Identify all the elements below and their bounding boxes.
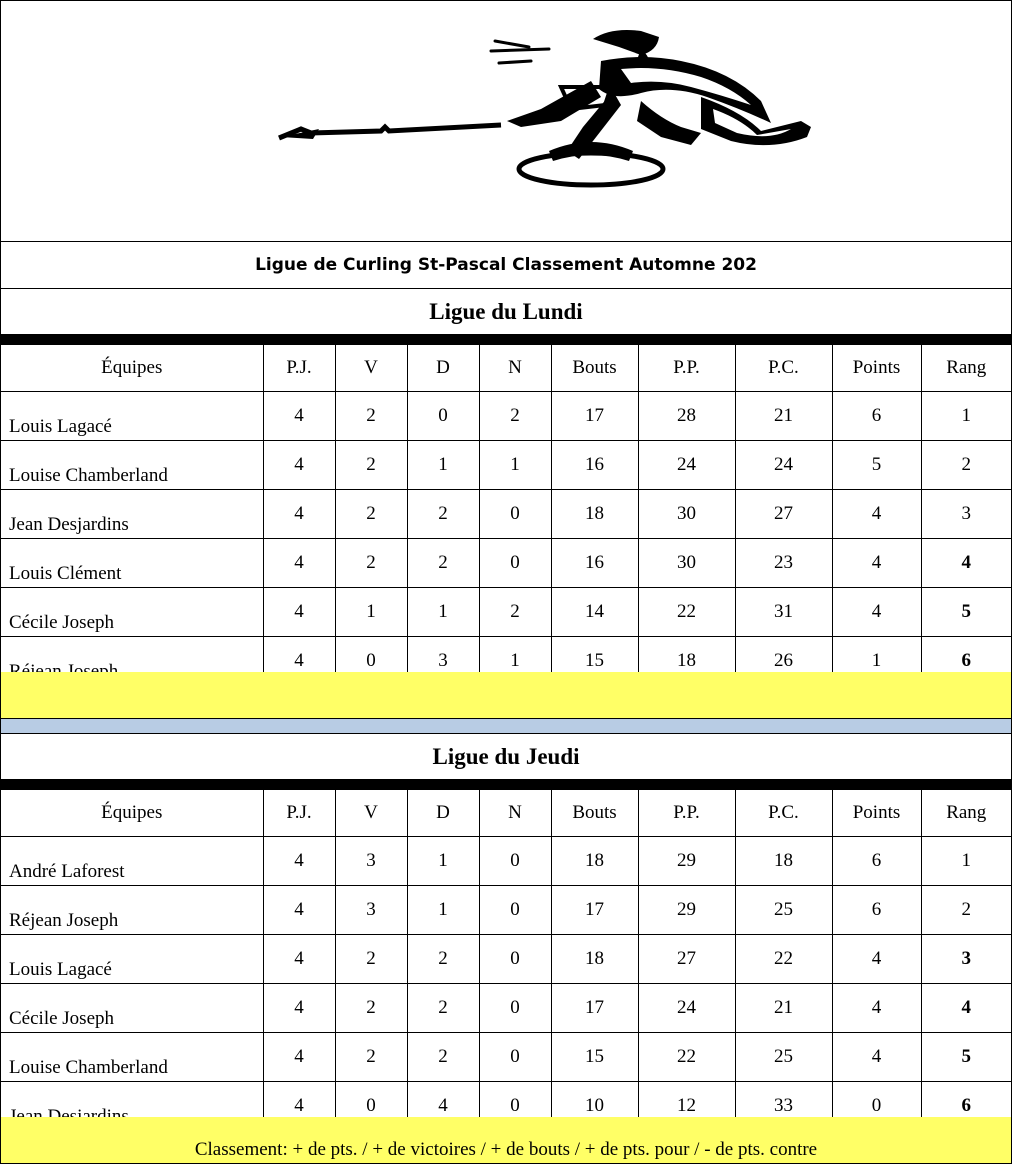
bouts-cell: 14 bbox=[551, 588, 638, 637]
d-cell: 2 bbox=[407, 539, 479, 588]
n-cell: 1 bbox=[479, 441, 551, 490]
v-cell: 2 bbox=[335, 539, 407, 588]
v-cell: 2 bbox=[335, 441, 407, 490]
v-cell: 2 bbox=[335, 490, 407, 539]
pc-cell: 26 bbox=[735, 637, 832, 686]
col-header-pj: P.J. bbox=[263, 345, 335, 392]
pc-cell: 27 bbox=[735, 490, 832, 539]
team-name-cell: Réjean Joseph bbox=[1, 886, 263, 935]
col-header-pc: P.C. bbox=[735, 345, 832, 392]
col-header-equipes: Équipes bbox=[1, 790, 263, 837]
pp-cell: 12 bbox=[638, 1082, 735, 1131]
v-cell: 2 bbox=[335, 1033, 407, 1082]
pp-cell: 29 bbox=[638, 837, 735, 886]
team-name-cell: Louis Lagacé bbox=[1, 935, 263, 984]
rang-cell: 1 bbox=[921, 837, 1011, 886]
pc-cell: 21 bbox=[735, 984, 832, 1033]
v-cell: 0 bbox=[335, 1082, 407, 1131]
bouts-cell: 17 bbox=[551, 886, 638, 935]
col-header-pp: P.P. bbox=[638, 345, 735, 392]
col-header-points: Points bbox=[832, 790, 921, 837]
n-cell: 2 bbox=[479, 588, 551, 637]
table-row bbox=[1, 588, 1011, 637]
v-cell: 2 bbox=[335, 392, 407, 441]
points-cell: 6 bbox=[832, 837, 921, 886]
bouts-cell: 16 bbox=[551, 539, 638, 588]
v-cell: 2 bbox=[335, 935, 407, 984]
page-title: Ligue de Curling St-Pascal Classement Automne 202 bbox=[1, 242, 1011, 289]
team-name-cell: Louis Lagacé bbox=[1, 392, 263, 441]
col-header-n: N bbox=[479, 345, 551, 392]
team-name-cell: Louis Clément bbox=[1, 539, 263, 588]
pj-cell: 4 bbox=[263, 1033, 335, 1082]
lundi-standings-table bbox=[1, 344, 1011, 686]
d-cell: 1 bbox=[407, 441, 479, 490]
pp-cell: 29 bbox=[638, 886, 735, 935]
col-header-n: N bbox=[479, 790, 551, 837]
league-separator-band bbox=[1, 719, 1011, 733]
table-row bbox=[1, 392, 1011, 441]
pj-cell: 4 bbox=[263, 984, 335, 1033]
bouts-cell: 17 bbox=[551, 392, 638, 441]
rang-cell: 5 bbox=[921, 1033, 1011, 1082]
pj-cell: 4 bbox=[263, 392, 335, 441]
pc-cell: 24 bbox=[735, 441, 832, 490]
d-cell: 4 bbox=[407, 1082, 479, 1131]
rang-cell: 4 bbox=[921, 984, 1011, 1033]
col-header-pc: P.C. bbox=[735, 790, 832, 837]
col-header-points: Points bbox=[832, 345, 921, 392]
pj-cell: 4 bbox=[263, 490, 335, 539]
rang-cell: 3 bbox=[921, 490, 1011, 539]
pp-cell: 27 bbox=[638, 935, 735, 984]
v-cell: 2 bbox=[335, 984, 407, 1033]
col-header-rang: Rang bbox=[921, 345, 1011, 392]
pj-cell: 4 bbox=[263, 588, 335, 637]
team-name-cell: Louise Chamberland bbox=[1, 1033, 263, 1082]
n-cell: 1 bbox=[479, 637, 551, 686]
table-row bbox=[1, 441, 1011, 490]
n-cell: 0 bbox=[479, 837, 551, 886]
v-cell: 3 bbox=[335, 886, 407, 935]
team-name-cell: Cécile Joseph bbox=[1, 588, 263, 637]
pc-cell: 22 bbox=[735, 935, 832, 984]
logo-area bbox=[1, 1, 1011, 242]
table-row bbox=[1, 935, 1011, 984]
d-cell: 1 bbox=[407, 886, 479, 935]
points-cell: 4 bbox=[832, 490, 921, 539]
pc-cell: 25 bbox=[735, 1033, 832, 1082]
table-row bbox=[1, 1033, 1011, 1082]
rang-cell: 1 bbox=[921, 392, 1011, 441]
pc-cell: 33 bbox=[735, 1082, 832, 1131]
lundi-highlight-row bbox=[1, 672, 1011, 718]
n-cell: 0 bbox=[479, 1082, 551, 1131]
team-name-cell: Cécile Joseph bbox=[1, 984, 263, 1033]
curler-sweeping-logo bbox=[1, 1, 1011, 241]
n-cell: 0 bbox=[479, 1033, 551, 1082]
v-cell: 0 bbox=[335, 637, 407, 686]
col-header-v: V bbox=[335, 345, 407, 392]
pj-cell: 4 bbox=[263, 1082, 335, 1131]
pp-cell: 30 bbox=[638, 539, 735, 588]
pj-cell: 4 bbox=[263, 441, 335, 490]
lundi-league-title: Ligue du Lundi bbox=[429, 299, 583, 324]
rang-cell: 6 bbox=[921, 637, 1011, 686]
jeudi-standings-table bbox=[1, 789, 1011, 1131]
points-cell: 5 bbox=[832, 441, 921, 490]
col-header-d: D bbox=[407, 790, 479, 837]
jeudi-header-row bbox=[1, 790, 1011, 837]
team-name-cell: André Laforest bbox=[1, 837, 263, 886]
pp-cell: 22 bbox=[638, 588, 735, 637]
col-header-d: D bbox=[407, 345, 479, 392]
pj-cell: 4 bbox=[263, 539, 335, 588]
n-cell: 0 bbox=[479, 490, 551, 539]
points-cell: 0 bbox=[832, 1082, 921, 1131]
rang-cell: 2 bbox=[921, 886, 1011, 935]
bouts-cell: 18 bbox=[551, 837, 638, 886]
jeudi-divider bbox=[1, 779, 1011, 789]
d-cell: 1 bbox=[407, 837, 479, 886]
pj-cell: 4 bbox=[263, 637, 335, 686]
lundi-divider bbox=[1, 334, 1011, 344]
col-header-equipes: Équipes bbox=[1, 345, 263, 392]
points-cell: 1 bbox=[832, 637, 921, 686]
pj-cell: 4 bbox=[263, 886, 335, 935]
n-cell: 2 bbox=[479, 392, 551, 441]
rang-cell: 6 bbox=[921, 1082, 1011, 1131]
table-row bbox=[1, 539, 1011, 588]
lundi-header-row bbox=[1, 345, 1011, 392]
pp-cell: 18 bbox=[638, 637, 735, 686]
pj-cell: 4 bbox=[263, 837, 335, 886]
n-cell: 0 bbox=[479, 984, 551, 1033]
table-row bbox=[1, 984, 1011, 1033]
points-cell: 4 bbox=[832, 588, 921, 637]
pp-cell: 24 bbox=[638, 984, 735, 1033]
table-row bbox=[1, 837, 1011, 886]
table-row bbox=[1, 490, 1011, 539]
n-cell: 0 bbox=[479, 886, 551, 935]
pj-cell: 4 bbox=[263, 935, 335, 984]
bouts-cell: 15 bbox=[551, 637, 638, 686]
v-cell: 3 bbox=[335, 837, 407, 886]
pp-cell: 28 bbox=[638, 392, 735, 441]
col-header-bouts: Bouts bbox=[551, 345, 638, 392]
bouts-cell: 10 bbox=[551, 1082, 638, 1131]
pp-cell: 30 bbox=[638, 490, 735, 539]
team-name-cell: Jean Desjardins bbox=[1, 490, 263, 539]
d-cell: 2 bbox=[407, 1033, 479, 1082]
pp-cell: 24 bbox=[638, 441, 735, 490]
points-cell: 6 bbox=[832, 886, 921, 935]
points-cell: 4 bbox=[832, 1033, 921, 1082]
rang-cell: 4 bbox=[921, 539, 1011, 588]
bouts-cell: 18 bbox=[551, 490, 638, 539]
d-cell: 2 bbox=[407, 490, 479, 539]
table-row bbox=[1, 886, 1011, 935]
bouts-cell: 18 bbox=[551, 935, 638, 984]
d-cell: 3 bbox=[407, 637, 479, 686]
pc-cell: 23 bbox=[735, 539, 832, 588]
bouts-cell: 16 bbox=[551, 441, 638, 490]
points-cell: 4 bbox=[832, 539, 921, 588]
pc-cell: 31 bbox=[735, 588, 832, 637]
jeudi-league-title: Ligue du Jeudi bbox=[432, 744, 580, 769]
team-name-cell: Louise Chamberland bbox=[1, 441, 263, 490]
n-cell: 0 bbox=[479, 539, 551, 588]
footer-highlight-row bbox=[1, 1117, 1011, 1163]
rang-cell: 2 bbox=[921, 441, 1011, 490]
bouts-cell: 17 bbox=[551, 984, 638, 1033]
bouts-cell: 15 bbox=[551, 1033, 638, 1082]
rang-cell: 3 bbox=[921, 935, 1011, 984]
pc-cell: 18 bbox=[735, 837, 832, 886]
ranking-criteria-note: Classement: + de pts. / + de victoires / + de bouts / + de pts. pour / - de pts. contre bbox=[194, 1139, 818, 1160]
col-header-pj: P.J. bbox=[263, 790, 335, 837]
pp-cell: 22 bbox=[638, 1033, 735, 1082]
pc-cell: 21 bbox=[735, 392, 832, 441]
d-cell: 1 bbox=[407, 588, 479, 637]
rang-cell: 5 bbox=[921, 588, 1011, 637]
d-cell: 0 bbox=[407, 392, 479, 441]
col-header-bouts: Bouts bbox=[551, 790, 638, 837]
n-cell: 0 bbox=[479, 935, 551, 984]
separator-line bbox=[1, 733, 1011, 734]
col-header-pp: P.P. bbox=[638, 790, 735, 837]
col-header-rang: Rang bbox=[921, 790, 1011, 837]
col-header-v: V bbox=[335, 790, 407, 837]
v-cell: 1 bbox=[335, 588, 407, 637]
pc-cell: 25 bbox=[735, 886, 832, 935]
d-cell: 2 bbox=[407, 935, 479, 984]
d-cell: 2 bbox=[407, 984, 479, 1033]
points-cell: 4 bbox=[832, 984, 921, 1033]
points-cell: 6 bbox=[832, 392, 921, 441]
points-cell: 4 bbox=[832, 935, 921, 984]
